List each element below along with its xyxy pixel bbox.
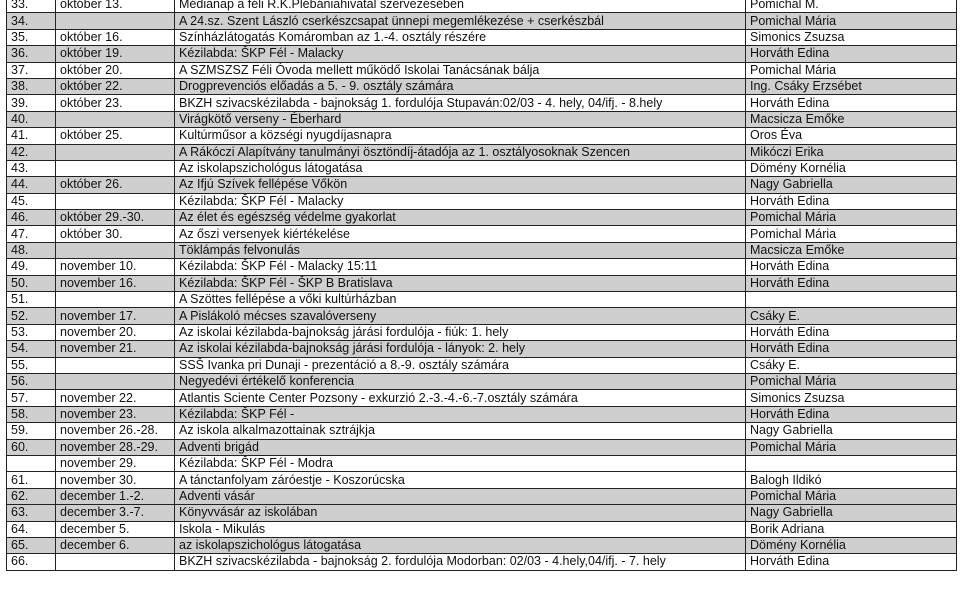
responsible-person-cell: Pomichal Mária bbox=[746, 226, 957, 242]
row-number-cell: 33. bbox=[7, 0, 56, 13]
event-cell: SSŠ Ivanka pri Dunaji - prezentáció a 8.-9. osztály számára bbox=[175, 357, 746, 373]
responsible-person-cell: Pomichal Mária bbox=[746, 488, 957, 504]
responsible-person-cell: Nagy Gabriella bbox=[746, 423, 957, 439]
table-row bbox=[7, 439, 957, 455]
responsible-person-cell: Dömény Kornélia bbox=[746, 160, 957, 176]
responsible-person-cell: Pomichal Mária bbox=[746, 373, 957, 389]
date-cell bbox=[56, 357, 175, 373]
row-number-cell: 39. bbox=[7, 95, 56, 111]
row-number-cell: 35. bbox=[7, 29, 56, 45]
date-cell bbox=[56, 13, 175, 29]
responsible-person-cell: Horváth Edina bbox=[746, 95, 957, 111]
event-cell: Adventi vásár bbox=[175, 488, 746, 504]
event-cell: Iskola - Mikulás bbox=[175, 521, 746, 537]
event-cell: BKZH szivacskézilabda - bajnokság 2. fordulója Modorban: 02/03 - 4.hely,04/ifj. - 7. hely bbox=[175, 554, 746, 570]
row-number-cell: 52. bbox=[7, 308, 56, 324]
responsible-person-cell: Pomichal M. bbox=[746, 0, 957, 13]
table-row bbox=[7, 46, 957, 62]
row-number-cell: 62. bbox=[7, 488, 56, 504]
table-row bbox=[7, 554, 957, 570]
table-row bbox=[7, 505, 957, 521]
date-cell: november 28.-29. bbox=[56, 439, 175, 455]
event-cell: Negyedévi értékelő konferencia bbox=[175, 373, 746, 389]
event-cell: Színházlátogatás Komáromban az 1.-4. osztály részére bbox=[175, 29, 746, 45]
date-cell bbox=[56, 242, 175, 258]
row-number-cell: 56. bbox=[7, 373, 56, 389]
date-cell: november 21. bbox=[56, 341, 175, 357]
date-cell bbox=[56, 292, 175, 308]
event-cell: Az iskolapszichológus látogatása bbox=[175, 160, 746, 176]
table-row bbox=[7, 406, 957, 422]
table-row bbox=[7, 259, 957, 275]
table-row bbox=[7, 341, 957, 357]
responsible-person-cell: Nagy Gabriella bbox=[746, 177, 957, 193]
responsible-person-cell: Ing. Csáky Erzsébet bbox=[746, 78, 957, 94]
responsible-person-cell: Horváth Edina bbox=[746, 406, 957, 422]
date-cell: október 29.-30. bbox=[56, 210, 175, 226]
date-cell: november 22. bbox=[56, 390, 175, 406]
event-cell: Kézilabda: ŠKP Fél - Malacky bbox=[175, 193, 746, 209]
date-cell: november 23. bbox=[56, 406, 175, 422]
row-number-cell: 46. bbox=[7, 210, 56, 226]
responsible-person-cell: Horváth Edina bbox=[746, 554, 957, 570]
responsible-person-cell: Nagy Gabriella bbox=[746, 505, 957, 521]
date-cell: december 6. bbox=[56, 537, 175, 553]
responsible-person-cell: Simonics Zsuzsa bbox=[746, 390, 957, 406]
responsible-person-cell: Horváth Edina bbox=[746, 324, 957, 340]
schedule-table-body bbox=[7, 0, 957, 570]
responsible-person-cell: Pomichal Mária bbox=[746, 210, 957, 226]
table-row bbox=[7, 210, 957, 226]
date-cell: október 23. bbox=[56, 95, 175, 111]
table-row bbox=[7, 455, 957, 471]
row-number-cell: 66. bbox=[7, 554, 56, 570]
event-cell: Drogprevenciós előadás a 5. - 9. osztály számára bbox=[175, 78, 746, 94]
table-row bbox=[7, 160, 957, 176]
row-number-cell: 38. bbox=[7, 78, 56, 94]
responsible-person-cell: Macsicza Emőke bbox=[746, 242, 957, 258]
date-cell: november 16. bbox=[56, 275, 175, 291]
table-row bbox=[7, 144, 957, 160]
event-cell: Atlantis Sciente Center Pozsony - exkurzió 2.-3.-4.-6.-7.osztály számára bbox=[175, 390, 746, 406]
table-row bbox=[7, 537, 957, 553]
responsible-person-cell: Horváth Edina bbox=[746, 193, 957, 209]
event-cell: Virágkötő verseny - Éberhard bbox=[175, 111, 746, 127]
row-number-cell: 41. bbox=[7, 128, 56, 144]
date-cell: november 29. bbox=[56, 455, 175, 471]
date-cell: november 26.-28. bbox=[56, 423, 175, 439]
event-cell: Kultúrműsor a községi nyugdíjasnapra bbox=[175, 128, 746, 144]
event-cell: Az iskola alkalmazottainak sztrájkja bbox=[175, 423, 746, 439]
row-number-cell: 60. bbox=[7, 439, 56, 455]
table-row bbox=[7, 324, 957, 340]
date-cell: december 3.-7. bbox=[56, 505, 175, 521]
responsible-person-cell: Csáky E. bbox=[746, 357, 957, 373]
table-row bbox=[7, 29, 957, 45]
table-row bbox=[7, 472, 957, 488]
date-cell: október 19. bbox=[56, 46, 175, 62]
date-cell: október 13. bbox=[56, 0, 175, 13]
row-number-cell: 45. bbox=[7, 193, 56, 209]
event-cell: Az Ifjú Szívek fellépése Vőkön bbox=[175, 177, 746, 193]
row-number-cell: 47. bbox=[7, 226, 56, 242]
event-cell: Kézilabda: ŠKP Fél - Malacky bbox=[175, 46, 746, 62]
date-cell: december 1.-2. bbox=[56, 488, 175, 504]
table-row bbox=[7, 62, 957, 78]
event-cell: az iskolapszichológus látogatása bbox=[175, 537, 746, 553]
table-row bbox=[7, 275, 957, 291]
row-number-cell: 37. bbox=[7, 62, 56, 78]
row-number-cell: 63. bbox=[7, 505, 56, 521]
row-number-cell: 65. bbox=[7, 537, 56, 553]
event-cell: A 24.sz. Szent László cserkészcsapat ünnepi megemlékezése + cserkészbál bbox=[175, 13, 746, 29]
responsible-person-cell: Horváth Edina bbox=[746, 275, 957, 291]
event-cell: Töklámpás felvonulás bbox=[175, 242, 746, 258]
date-cell: október 20. bbox=[56, 62, 175, 78]
event-cell: Az iskolai kézilabda-bajnokság járási fordulója - lányok: 2. hely bbox=[175, 341, 746, 357]
date-cell bbox=[56, 373, 175, 389]
table-row bbox=[7, 13, 957, 29]
table-row bbox=[7, 226, 957, 242]
row-number-cell: 42. bbox=[7, 144, 56, 160]
responsible-person-cell: Horváth Edina bbox=[746, 259, 957, 275]
event-cell: Az élet és egészség védelme gyakorlat bbox=[175, 210, 746, 226]
responsible-person-cell: Pomichal Mária bbox=[746, 62, 957, 78]
date-cell: október 25. bbox=[56, 128, 175, 144]
date-cell: október 22. bbox=[56, 78, 175, 94]
table-row bbox=[7, 242, 957, 258]
date-cell: november 30. bbox=[56, 472, 175, 488]
event-cell: BKZH szivacskézilabda - bajnokság 1. fordulója Stupaván:02/03 - 4. hely, 04/ifj. - 8.hely bbox=[175, 95, 746, 111]
table-row bbox=[7, 0, 957, 13]
table-row bbox=[7, 78, 957, 94]
date-cell: október 26. bbox=[56, 177, 175, 193]
table-row bbox=[7, 193, 957, 209]
event-cell: A Szöttes fellépése a vőki kultúrházban bbox=[175, 292, 746, 308]
event-cell: Adventi brigád bbox=[175, 439, 746, 455]
event-cell: Kézilabda: ŠKP Fél - ŠKP B Bratislava bbox=[175, 275, 746, 291]
date-cell: december 5. bbox=[56, 521, 175, 537]
event-cell: Az iskolai kézilabda-bajnokság járási fordulója - fiúk: 1. hely bbox=[175, 324, 746, 340]
date-cell bbox=[56, 160, 175, 176]
table-row bbox=[7, 423, 957, 439]
event-cell: A Rákóczi Alapítvány tanulmányi ösztöndíj-átadója az 1. osztályosoknak Szencen bbox=[175, 144, 746, 160]
row-number-cell: 51. bbox=[7, 292, 56, 308]
table-row bbox=[7, 521, 957, 537]
table-row bbox=[7, 177, 957, 193]
responsible-person-cell: Pomichal Mária bbox=[746, 13, 957, 29]
event-cell: Kézilabda: ŠKP Fél - Malacky 15:11 bbox=[175, 259, 746, 275]
event-cell: A Pislákoló mécses szavalóverseny bbox=[175, 308, 746, 324]
row-number-cell: 34. bbox=[7, 13, 56, 29]
date-cell bbox=[56, 111, 175, 127]
row-number-cell: 55. bbox=[7, 357, 56, 373]
event-schedule-table bbox=[6, 0, 957, 571]
row-number-cell: 44. bbox=[7, 177, 56, 193]
event-cell: Médianap a féli R.K.Plébániahivatal szervezésében bbox=[175, 0, 746, 13]
row-number-cell: 57. bbox=[7, 390, 56, 406]
event-cell: Az őszi versenyek kiértékelése bbox=[175, 226, 746, 242]
responsible-person-cell: Balogh Ildikó bbox=[746, 472, 957, 488]
responsible-person-cell: Csáky E. bbox=[746, 308, 957, 324]
responsible-person-cell bbox=[746, 455, 957, 471]
row-number-cell: 48. bbox=[7, 242, 56, 258]
responsible-person-cell bbox=[746, 292, 957, 308]
responsible-person-cell: Pomichal Mária bbox=[746, 439, 957, 455]
row-number-cell: 36. bbox=[7, 46, 56, 62]
responsible-person-cell: Mikóczi Erika bbox=[746, 144, 957, 160]
table-row bbox=[7, 292, 957, 308]
table-row bbox=[7, 488, 957, 504]
event-cell: Könyvvásár az iskolában bbox=[175, 505, 746, 521]
date-cell bbox=[56, 554, 175, 570]
row-number-cell bbox=[7, 455, 56, 471]
table-row bbox=[7, 373, 957, 389]
table-row bbox=[7, 357, 957, 373]
responsible-person-cell: Simonics Zsuzsa bbox=[746, 29, 957, 45]
row-number-cell: 50. bbox=[7, 275, 56, 291]
table-row bbox=[7, 111, 957, 127]
responsible-person-cell: Dömény Kornélia bbox=[746, 537, 957, 553]
table-row bbox=[7, 128, 957, 144]
row-number-cell: 43. bbox=[7, 160, 56, 176]
responsible-person-cell: Borik Adriana bbox=[746, 521, 957, 537]
date-cell bbox=[56, 144, 175, 160]
responsible-person-cell: Horváth Edina bbox=[746, 341, 957, 357]
row-number-cell: 61. bbox=[7, 472, 56, 488]
responsible-person-cell: Oros Éva bbox=[746, 128, 957, 144]
table-row bbox=[7, 390, 957, 406]
row-number-cell: 49. bbox=[7, 259, 56, 275]
table-row bbox=[7, 308, 957, 324]
row-number-cell: 54. bbox=[7, 341, 56, 357]
responsible-person-cell: Macsicza Emőke bbox=[746, 111, 957, 127]
date-cell: november 10. bbox=[56, 259, 175, 275]
row-number-cell: 40. bbox=[7, 111, 56, 127]
date-cell bbox=[56, 193, 175, 209]
event-cell: Kézilabda: ŠKP Fél - bbox=[175, 406, 746, 422]
row-number-cell: 64. bbox=[7, 521, 56, 537]
event-cell: Kézilabda: ŠKP Fél - Modra bbox=[175, 455, 746, 471]
date-cell: október 30. bbox=[56, 226, 175, 242]
event-cell: A SZMSZSZ Féli Óvoda mellett működő Iskolai Tanácsának bálja bbox=[175, 62, 746, 78]
date-cell: november 20. bbox=[56, 324, 175, 340]
event-cell: A tánctanfolyam záróestje - Koszorúcska bbox=[175, 472, 746, 488]
table-row bbox=[7, 95, 957, 111]
row-number-cell: 59. bbox=[7, 423, 56, 439]
responsible-person-cell: Horváth Edina bbox=[746, 46, 957, 62]
date-cell: október 16. bbox=[56, 29, 175, 45]
row-number-cell: 58. bbox=[7, 406, 56, 422]
date-cell: november 17. bbox=[56, 308, 175, 324]
row-number-cell: 53. bbox=[7, 324, 56, 340]
